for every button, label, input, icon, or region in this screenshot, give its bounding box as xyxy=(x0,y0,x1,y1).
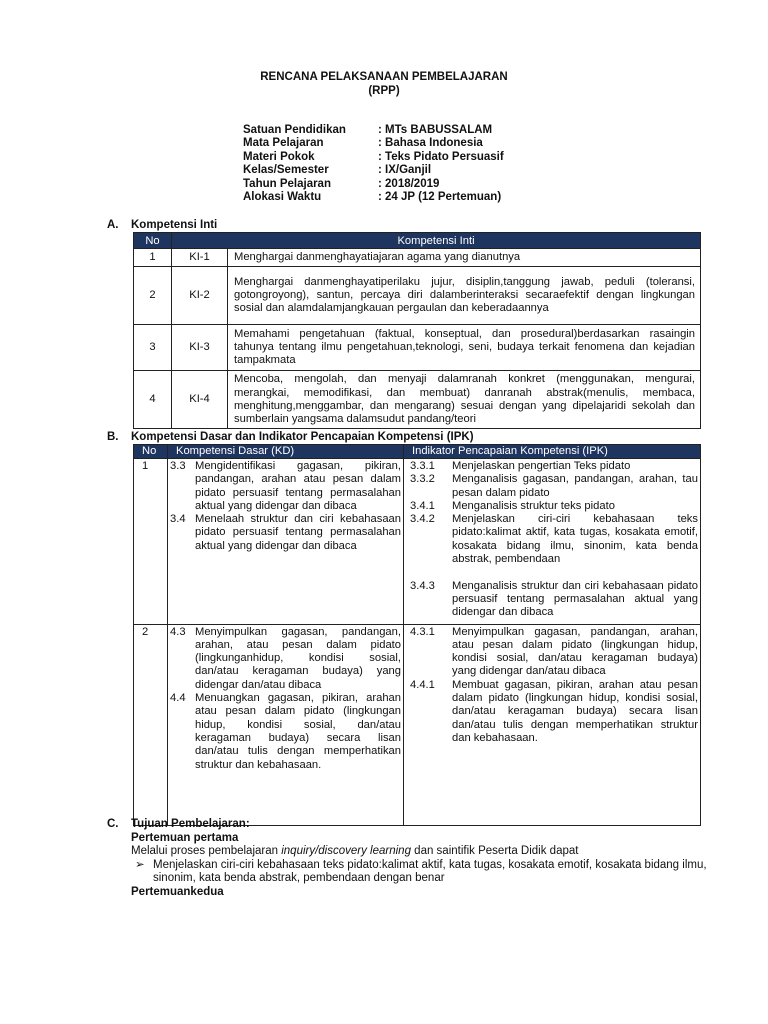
row-no: 2 xyxy=(134,267,172,325)
row-no: 4 xyxy=(134,371,172,429)
kd-ipk-table xyxy=(133,444,701,826)
section-c-heading xyxy=(107,818,707,832)
meta-label: Materi Pokok xyxy=(243,150,315,163)
meta-row-kelas xyxy=(243,164,504,177)
ipk-number: 3.3.1 xyxy=(410,460,435,472)
section-title: Tujuan Pembelajaran: xyxy=(131,818,250,830)
ipk-text: Menganalisis struktur teks pidato xyxy=(452,499,615,512)
ipk-number: 4.3.1 xyxy=(410,625,435,638)
kd-item xyxy=(170,460,401,513)
row-no: 1 xyxy=(134,249,172,267)
row-text: Menghargai danmenghayatiperilaku jujur, disiplin,tanggung jawab, peduli (toleransi, gotongroyong), santun, percaya diri dalamberinteraksi secaraefektif dengan lingkungan sosial dan alamdalamjangkauan pergaulan dan keberadaannya xyxy=(228,267,701,325)
kd-number: 4.3 xyxy=(170,625,186,638)
arrow-bullet-icon: ➢ xyxy=(135,858,145,871)
row-text: Mencoba, mengolah, dan menyaji dalamranah konkret (menggunakan, mengurai, merangkai, memodifikasi, dan membuat) danranah abstrak(menulis, membaca, menghitung,menggambar, dan mengarang) sesuai dengan yang dipelajaridi sekolah dan sumberlain yangsama dalamsudut pandang/teori xyxy=(228,371,701,429)
ipk-item xyxy=(406,679,698,745)
intro-italic: inquiry/discovery learning xyxy=(281,845,411,857)
header-kompetensi-inti: Kompetensi Inti xyxy=(172,233,701,249)
document-title: RENCANA PELAKSANAAN PEMBELAJARAN xyxy=(260,71,508,83)
document-subtitle: (RPP) xyxy=(368,85,400,97)
row-code: KI-2 xyxy=(172,267,228,325)
meta-value: : IX/Ganjil xyxy=(378,164,432,177)
meta-label: Satuan Pendidikan xyxy=(243,124,346,136)
intro-prefix: Melalui proses pembelajaran xyxy=(131,845,282,857)
ipk-item xyxy=(406,500,698,513)
meeting-1-title: Pertemuan pertama xyxy=(131,831,239,844)
section-letter: A. xyxy=(107,219,119,231)
table-row xyxy=(134,624,701,825)
table-row xyxy=(134,459,701,625)
ipk-text: Membuat gagasan, pikiran, arahan atau pesan dalam pidato (lingkungan hidup, kondisi sosial, dan/atau keragaman budaya) secara lisan dan/atau tulis dengan memperhatikan struktur dan kebahasaan. xyxy=(452,678,698,744)
tujuan-section xyxy=(107,818,707,899)
kd-item xyxy=(170,692,401,772)
meta-value: : 24 JP (12 Pertemuan) xyxy=(378,190,502,203)
section-letter: C. xyxy=(107,818,119,830)
meta-label: Mata Pelajaran xyxy=(243,137,324,150)
identity-block xyxy=(243,124,504,204)
row-text: Menghargai danmenghayatiajaran agama yang dianutnya xyxy=(228,249,701,267)
table-row xyxy=(134,267,701,325)
kd-text: Menelaah struktur dan ciri kebahasaan pidato persuasif tentang permasalahan aktual yang didengar dan dibaca xyxy=(195,513,401,552)
meta-row-materi xyxy=(243,151,504,164)
section-a-heading xyxy=(107,219,217,231)
list-item xyxy=(107,859,707,886)
meta-row-satuan xyxy=(243,124,504,137)
ipk-cell xyxy=(404,624,701,825)
meta-label: Tahun Pelajaran xyxy=(243,177,331,190)
kd-text: Menyimpulkan gagasan, pandangan, arahan, atau pesan dalam pidato (lingkunganhidup, kondisi sosial, dan/atau keragaman budaya) yang didengar dan/atau dibaca xyxy=(195,625,401,691)
ipk-item xyxy=(406,460,698,473)
ipk-number: 4.4.1 xyxy=(410,678,435,691)
row-code: KI-4 xyxy=(172,371,228,429)
meta-value: : Teks Pidato Persuasif xyxy=(378,150,504,163)
ipk-number: 3.4.1 xyxy=(410,499,435,512)
row-no: 3 xyxy=(134,325,172,371)
header-ipk: Indikator Pencapaian Kompetensi (IPK) xyxy=(404,445,701,459)
ipk-text: Menganalisis struktur dan ciri kebahasaan pidato persuasif tentang permasalahan aktual yang didengar dan dibaca xyxy=(452,579,698,619)
ipk-item xyxy=(406,513,698,566)
ipk-item xyxy=(406,473,698,500)
meta-row-tahun xyxy=(243,178,504,191)
spacer xyxy=(406,566,698,579)
meta-row-alokasi xyxy=(243,191,504,204)
kd-number: 4.4 xyxy=(170,692,186,705)
meeting-2-title: Pertemuankedua xyxy=(131,885,224,898)
table-header-row xyxy=(134,233,701,249)
table-row xyxy=(134,249,701,267)
row-no: 1 xyxy=(134,459,168,625)
tujuan-intro xyxy=(107,845,707,859)
header-kd: Kompetensi Dasar (KD) xyxy=(168,445,404,459)
row-text: Memahami pengetahuan (faktual, konseptual, dan prosedural)berdasarkan rasaingin tahunya tentang ilmu pengetahuan,teknologi, seni, budaya terkait fenomena dan kejadian tampakmata xyxy=(228,325,701,371)
ipk-cell xyxy=(404,459,701,625)
meta-label: Kelas/Semester xyxy=(243,164,329,177)
kd-number: 3.3 xyxy=(170,460,186,472)
kd-text: Menuangkan gagasan, pikiran, arahan atau pesan dalam pidato (lingkungan hidup, kondisi sosial, dan/atau keragaman budaya) secara lisan dan/atau tulis dengan memperhatikan struktur dan kebahasaan. xyxy=(195,692,401,771)
meta-value: : MTs BABUSSALAM xyxy=(378,124,493,136)
ipk-text: Menjelaskan ciri-ciri kebahasaan teks pidato:kalimat aktif, kata tugas, kosakata emotif, kosakata bidang ilmu, sinonim, kata benda abstrak, pembendaan xyxy=(452,513,698,566)
row-no: 2 xyxy=(134,624,168,825)
kd-cell xyxy=(168,624,404,825)
ipk-number: 3.4.3 xyxy=(410,579,435,592)
ipk-text: Menyimpulkan gagasan, pandangan, arahan, atau pesan dalam pidato (lingkungan hidup, kondisi sosial, dan/atau keragaman budaya) yang didengar dan/atau dibaca xyxy=(452,625,698,678)
kd-text: Mengidentifikasi gagasan, pikiran, pandangan, arahan atau pesan dalam pidato persuasif tentang permasalahan aktual yang didengar dan dibaca xyxy=(195,460,401,512)
table-header-row xyxy=(134,445,701,459)
ipk-item xyxy=(406,626,698,679)
kd-cell xyxy=(168,459,404,625)
header-no: No xyxy=(134,445,168,459)
bullet-text: Menjelaskan ciri-ciri kebahasaan teks pidato:kalimat aktif, kata tugas, kosakata emotif, kosakata bidang ilmu, sinonim, kata benda abstrak, pembendaan dengan benar xyxy=(153,858,707,884)
section-letter: B. xyxy=(107,431,119,443)
section-title: Kompetensi Dasar dan Indikator Pencapaian Kompetensi (IPK) xyxy=(131,431,474,443)
kd-item xyxy=(170,626,401,692)
section-title: Kompetensi Inti xyxy=(131,219,218,231)
table-row xyxy=(134,371,701,429)
meta-row-mapel xyxy=(243,137,504,150)
table-row xyxy=(134,325,701,371)
meta-value: : 2018/2019 xyxy=(378,177,440,190)
ipk-number: 3.4.2 xyxy=(410,513,435,526)
section-b-heading xyxy=(107,431,474,443)
ipk-item xyxy=(406,580,698,620)
meta-label: Alokasi Waktu xyxy=(243,190,322,203)
ipk-text: Menjelaskan pengertian Teks pidato xyxy=(452,460,631,472)
kd-number: 3.4 xyxy=(170,513,186,526)
kompetensi-inti-table xyxy=(133,232,701,429)
header-no: No xyxy=(134,233,172,249)
kd-item xyxy=(170,513,401,553)
ipk-number: 3.3.2 xyxy=(410,473,435,486)
intro-suffix: dan saintifik Peserta Didik dapat xyxy=(410,845,579,857)
meta-value: : Bahasa Indonesia xyxy=(378,137,483,150)
row-code: KI-1 xyxy=(172,249,228,267)
ipk-text: Menganalisis gagasan, pandangan, arahan, tau pesan dalam pidato xyxy=(452,473,698,499)
row-code: KI-3 xyxy=(172,325,228,371)
